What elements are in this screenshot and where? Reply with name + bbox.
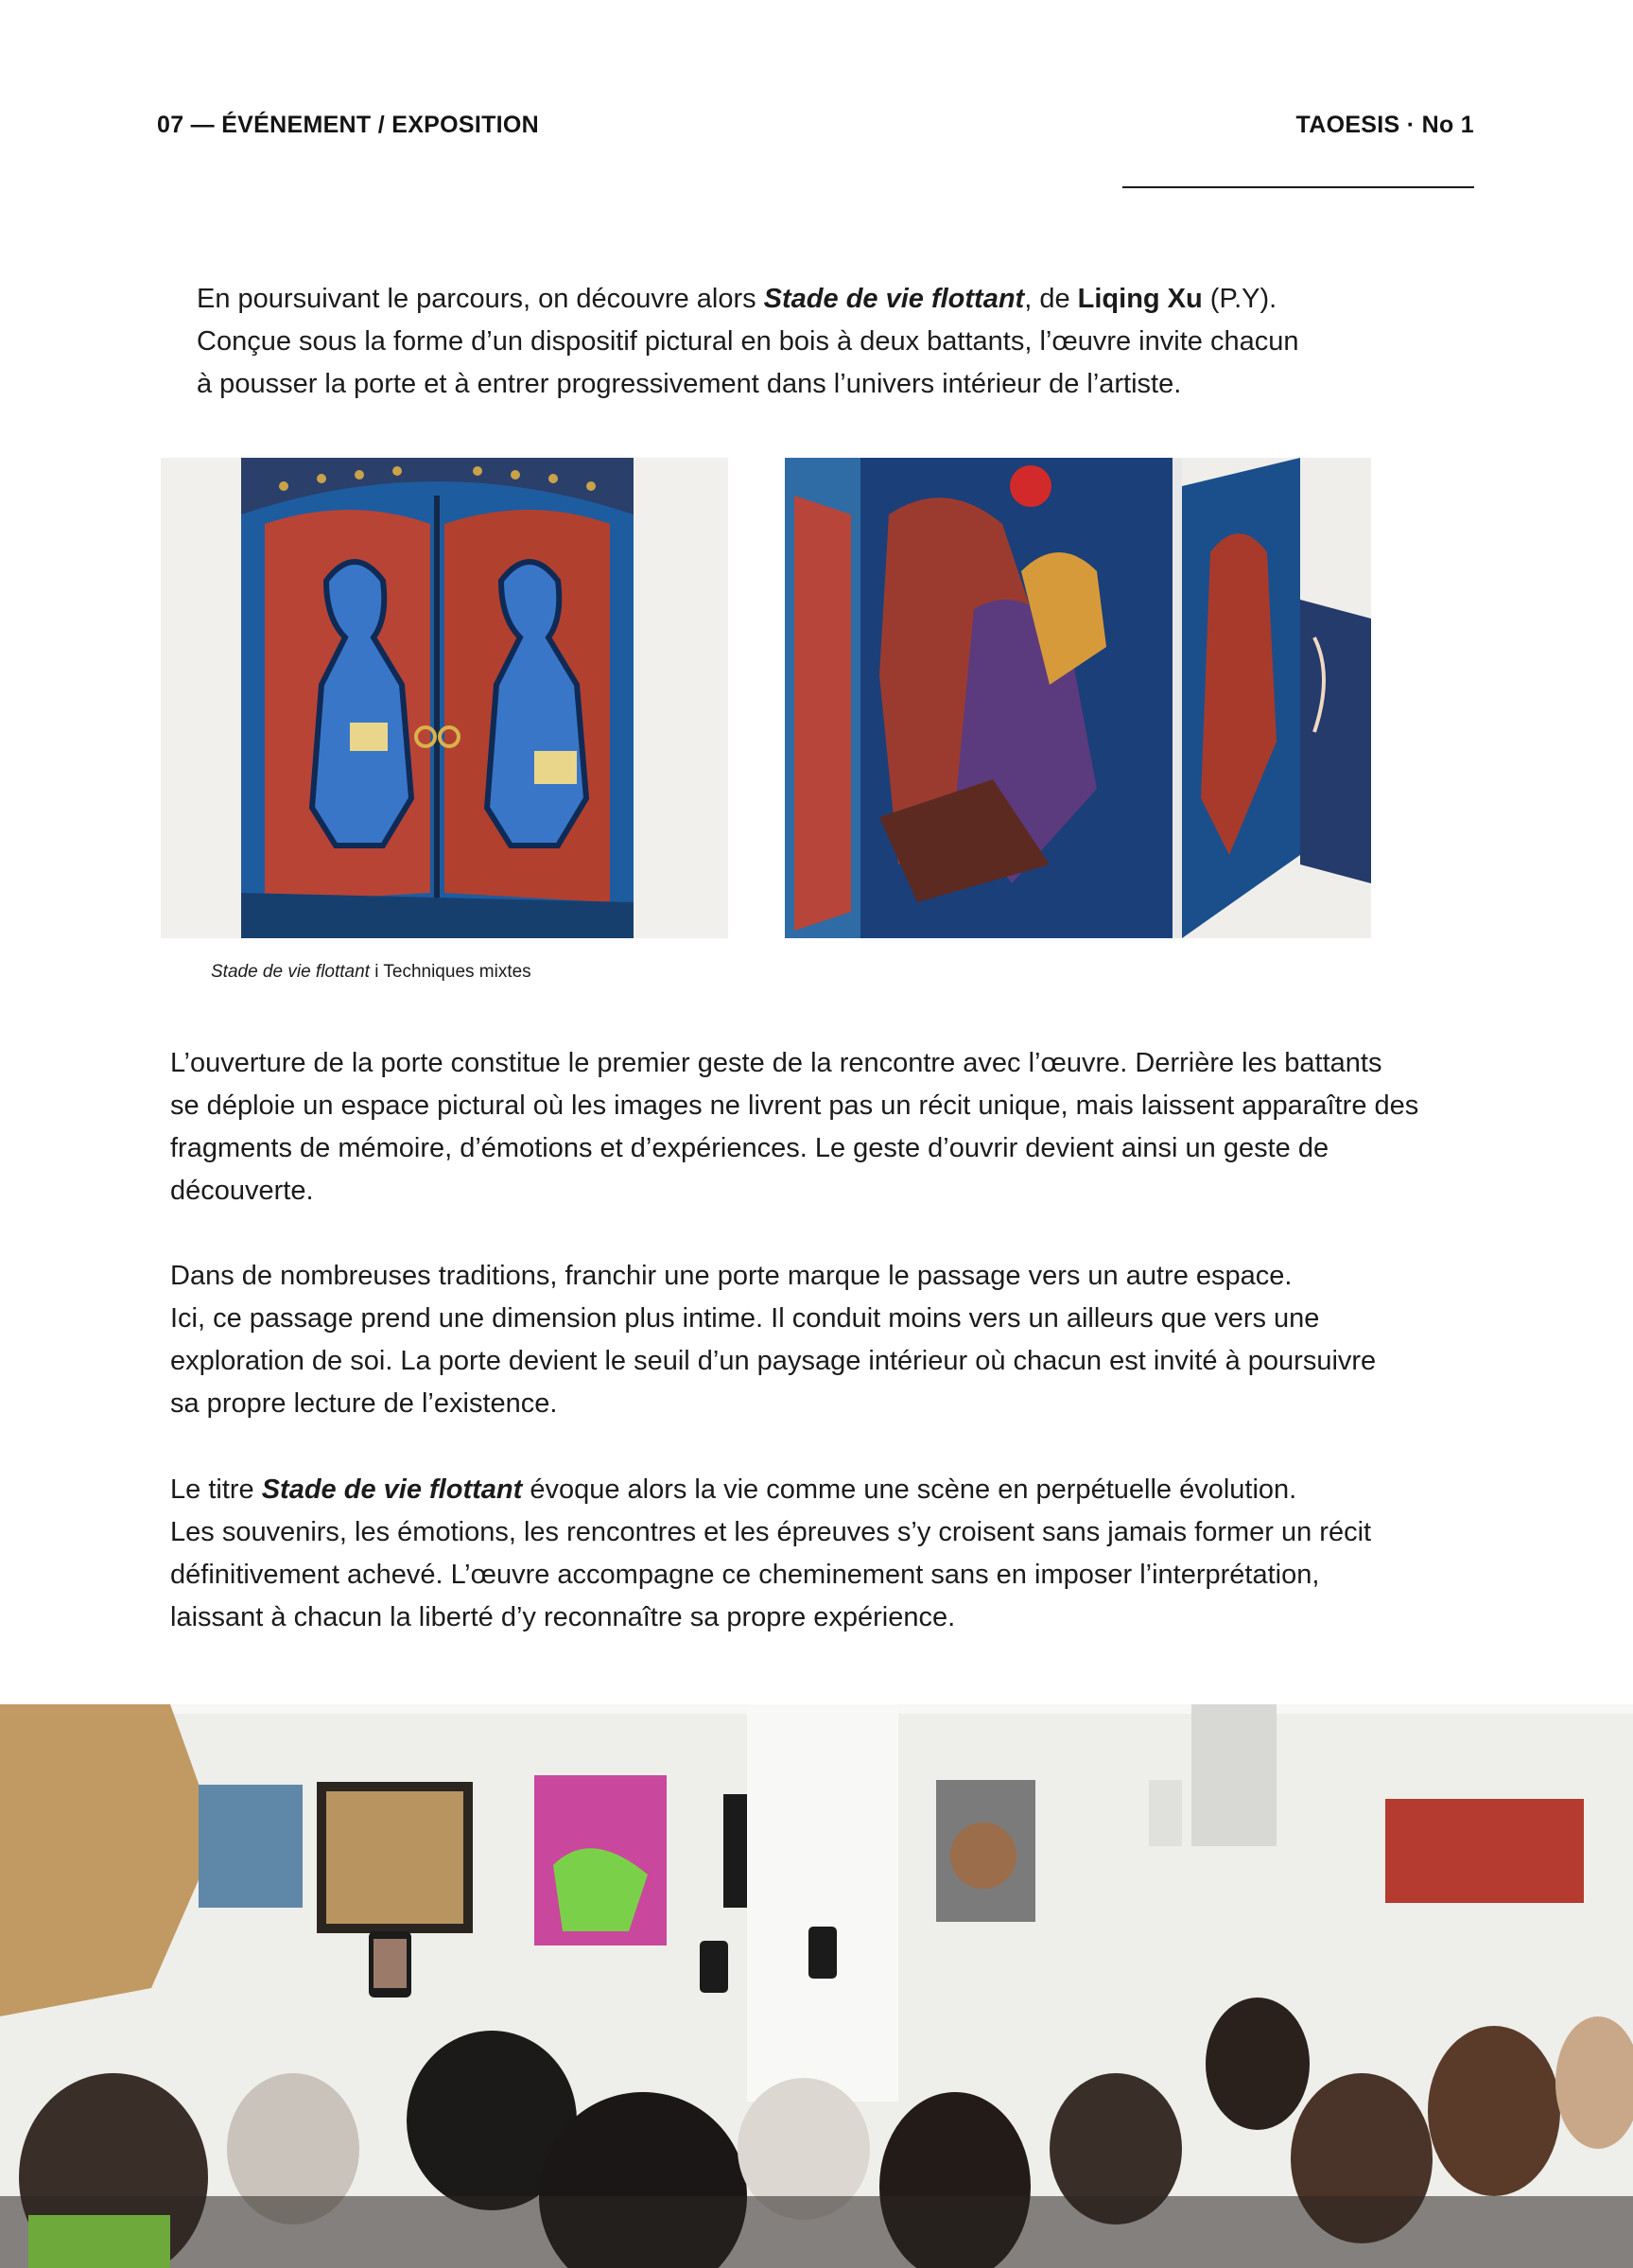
paragraph-1: L’ouverture de la porte constitue le premier geste de la rencontre avec l’œuvre. Derrière les battants se déploie un espace pictural où les images ne livrent pas un récit unique, mais laissent apparaître des fragments de mémoire, d’émotions et d’expériences. Le geste d’ouvrir devient ainsi un geste de découverte.	[170, 1048, 1419, 1206]
section-label: 07 — ÉVÉNEMENT / EXPOSITION	[157, 112, 540, 138]
intro-paragraph	[197, 278, 1369, 406]
artwork-photo-open-doors	[785, 458, 1371, 938]
paragraph-3: Le titre Stade de vie flottant évoque alors la vie comme une scène en perpétuelle évolution. Les souvenirs, les émotions, les rencontres et les épreuves s’y croisent sans jamais former un récit définitivement achevé. L’œuvre accompagne ce cheminement sans en imposer l’interprétation, laissant à chacun la liberté d’y reconnaître sa propre expérience.	[170, 1474, 1372, 1632]
photo-caption: Stade de vie flottant i Techniques mixtes	[211, 962, 531, 982]
header-divider	[1122, 186, 1474, 188]
artist-name: Liqing Xu	[1077, 284, 1203, 314]
artwork-title-inline: Stade de vie flottant	[261, 1474, 523, 1505]
paragraph-2: Dans de nombreuses traditions, franchir une porte marque le passage vers un autre espace. Ici, ce passage prend une dimension plus intime. Il conduit moins vers un ailleurs que vers une exploration de soi. La porte devient le seuil d’un paysage intérieur où chacun est invité à poursuivre sa propre lecture de l’existence.	[170, 1261, 1377, 1419]
caption-title: Stade de vie flottant	[211, 962, 370, 982]
intro-line-1: En poursuivant le parcours, on découvre alors Stade de vie flottant, de Liqing Xu (P.Y).	[197, 284, 1277, 314]
issue-label: TAOESIS · No 1	[1295, 112, 1474, 138]
intro-line-3: à pousser la porte et à entrer progressivement dans l’univers intérieur de l’artiste.	[197, 369, 1182, 399]
artwork-photo-closed-doors	[161, 458, 728, 938]
artwork-title: Stade de vie flottant	[763, 284, 1025, 314]
intro-line-2: Conçue sous la forme d’un dispositif pictural en bois à deux battants, l’œuvre invite chacun	[197, 326, 1299, 357]
gallery-crowd-photo	[0, 1704, 1633, 2268]
